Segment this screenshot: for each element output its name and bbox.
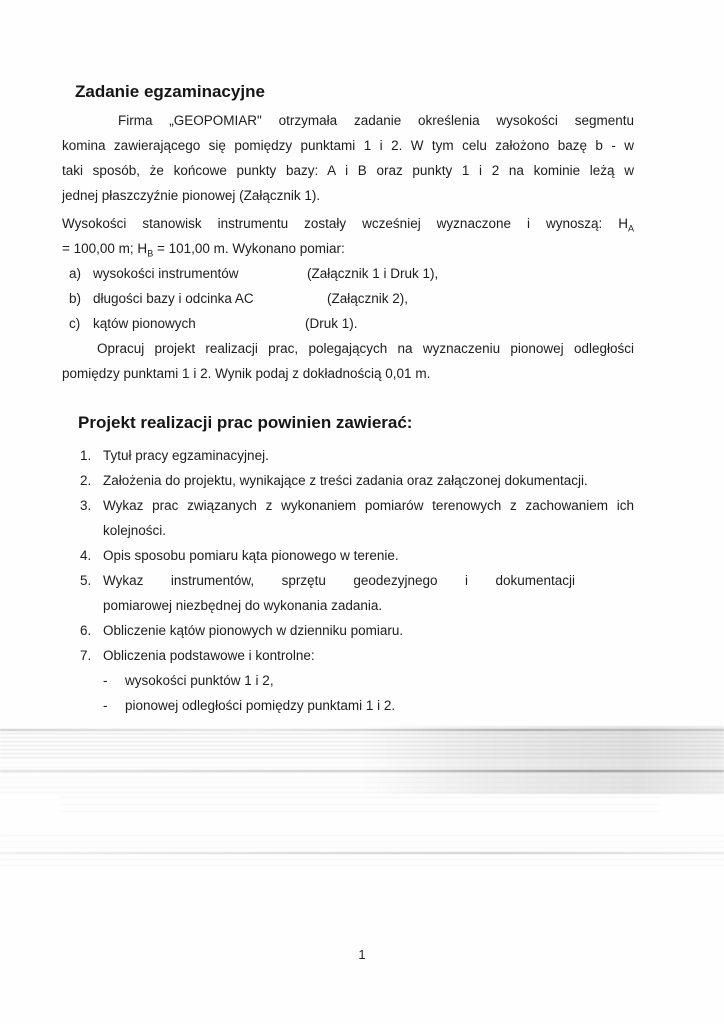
subscript-a: A — [627, 223, 634, 234]
scan-noise-band-lower — [0, 835, 724, 869]
list-number: 1. — [80, 448, 92, 463]
page-title: Zadanie egzaminacyjne — [75, 82, 265, 101]
list-item — [62, 543, 634, 568]
dash-marker: - — [103, 673, 108, 688]
subitem-text: wysokości punktów 1 i 2, — [125, 673, 274, 688]
list-item — [62, 643, 634, 668]
list-item-text: Założenia do projektu, wynikające z treści zadania oraz załączonej dokumentacji. — [103, 473, 588, 488]
intro-line: Firma „GEOPOMIAR" otrzymała zadanie określenia wysokości segmentu — [118, 113, 634, 128]
page-number: 1 — [358, 947, 366, 962]
measurement-item — [62, 311, 634, 336]
list-item-text: Wykaz prac związanych z wykonaniem pomiarów terenowych z zachowaniem ich — [103, 498, 634, 513]
list-item-text: Obliczenia podstawowe i kontrolne: — [103, 648, 315, 663]
scan-noise-band-middle — [0, 795, 724, 815]
list-item-text: Tytuł pracy egzaminacyjnej. — [103, 448, 269, 463]
intro-line: taki sposób, że końcowe punkty bazy: A i B oraz punkty 1 i 2 na kominie leżą w — [62, 163, 634, 178]
task-line: pomiędzy punktami 1 i 2. Wynik podaj z dokładnością 0,01 m. — [62, 366, 431, 381]
heights-paragraph — [62, 211, 634, 261]
list-item — [62, 468, 634, 493]
list-item-continuation: kolejności. — [103, 523, 167, 538]
list-item — [62, 568, 575, 593]
dash-marker: - — [103, 698, 108, 713]
list-item — [62, 493, 634, 518]
list-item — [62, 618, 634, 643]
measurement-text: kątów pionowych — [93, 316, 196, 331]
list-item-text: Obliczenie kątów pionowych w dzienniku pomiaru. — [103, 623, 404, 638]
document-body — [62, 82, 634, 718]
list-item-text: Wykaz instrumentów, sprzętu geodezyjnego i dokumentacji — [103, 573, 575, 588]
measurement-ref: (Załącznik 2), — [327, 291, 409, 306]
task-line: Opracuj projekt realizacji prac, polegających na wyznaczeniu pionowej odległości — [97, 341, 634, 356]
measurement-ref: (Druk 1). — [305, 316, 358, 331]
measurement-text: wysokości instrumentów — [93, 266, 239, 281]
heights-value-a: = 100,00 m; H — [62, 241, 148, 256]
intro-line: jednej płaszczyźnie pionowej (Załącznik 1). — [62, 188, 321, 203]
section-heading: Projekt realizacji prac powinien zawierać: — [78, 413, 413, 432]
heights-text: Wysokości stanowisk instrumentu zostały wcześniej wyznaczone i wynoszą: H — [62, 216, 628, 231]
measurement-letter: c) — [69, 316, 81, 331]
intro-line: komina zawierającego się pomiędzy punktami 1 i 2. W tym celu założono bazę b - w — [62, 138, 634, 153]
list-subitem — [62, 668, 634, 693]
measurement-ref: (Załącznik 1 i Druk 1), — [307, 266, 439, 281]
measurement-item — [62, 261, 634, 286]
measurement-list — [62, 261, 634, 336]
measurement-letter: b) — [69, 291, 82, 306]
measurement-text: długości bazy i odcinka AC — [93, 291, 254, 306]
list-number: 3. — [80, 498, 92, 513]
list-item-text: Opis sposobu pomiaru kąta pionowego w terenie. — [103, 548, 399, 563]
intro-paragraph — [62, 108, 634, 208]
list-number: 5. — [80, 573, 92, 588]
list-number: 6. — [80, 623, 92, 638]
list-subitem — [62, 693, 634, 718]
task-paragraph — [62, 336, 634, 386]
list-number: 7. — [80, 648, 92, 663]
list-item-continuation: pomiarowej niezbędnej do wykonania zadania. — [103, 598, 383, 613]
scan-noise-band-upper — [0, 726, 724, 794]
subitem-text: pionowej odległości pomiędzy punktami 1 i 2. — [125, 698, 396, 713]
measurement-letter: a) — [69, 266, 82, 281]
requirements-list — [62, 443, 634, 718]
list-number: 2. — [80, 473, 92, 488]
heights-line-1 — [62, 211, 634, 236]
heights-value-b: = 101,00 m. Wykonano pomiar: — [153, 241, 345, 256]
subscript-b: B — [147, 248, 154, 259]
list-number: 4. — [80, 548, 92, 563]
heights-line-2 — [62, 236, 634, 261]
list-item — [62, 443, 634, 468]
measurement-item — [62, 286, 634, 311]
